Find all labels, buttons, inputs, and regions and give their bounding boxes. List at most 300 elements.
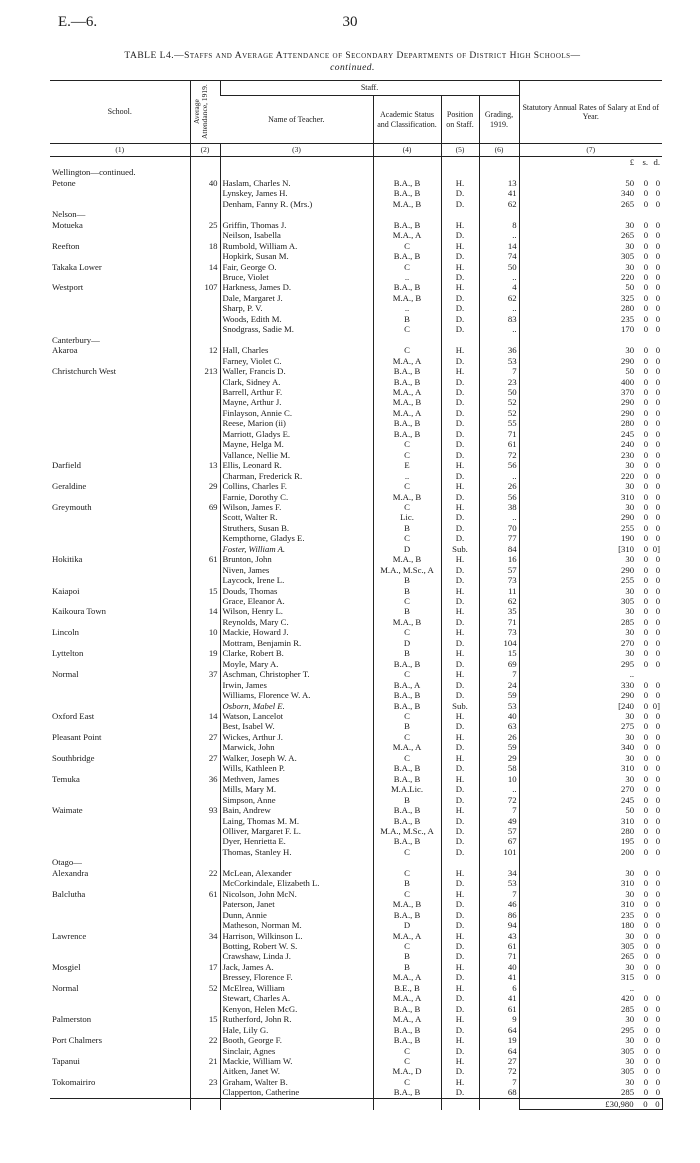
attendance-cell bbox=[190, 847, 220, 857]
teacher-cell: Osborn, Mabel E. bbox=[220, 701, 373, 711]
academic-cell: B bbox=[373, 648, 441, 658]
academic-cell: M.A., A bbox=[373, 1014, 441, 1024]
grading-cell: 53 bbox=[479, 356, 519, 366]
salary-cell: [310 0 0] bbox=[519, 544, 662, 554]
teacher-cell: Dyer, Henrietta E. bbox=[220, 836, 373, 846]
teacher-cell: Brunton, John bbox=[220, 554, 373, 564]
teacher-cell: Rumbold, William A. bbox=[220, 241, 373, 251]
position-cell: H. bbox=[441, 962, 479, 972]
col-header-attendance: Average Attendance, 1919. bbox=[190, 81, 220, 144]
academic-cell: B bbox=[373, 721, 441, 731]
grading-cell: 23 bbox=[479, 377, 519, 387]
salary-cell: 340 0 0 bbox=[519, 742, 662, 752]
teacher-cell: Reynolds, Mary C. bbox=[220, 617, 373, 627]
school-cell bbox=[50, 272, 190, 282]
position-cell: D. bbox=[441, 617, 479, 627]
academic-cell: C bbox=[373, 481, 441, 491]
position-cell: D. bbox=[441, 784, 479, 794]
grading-cell: 62 bbox=[479, 199, 519, 209]
teacher-cell: Hale, Lily G. bbox=[220, 1025, 373, 1035]
teacher-cell: Vallance, Nellie M. bbox=[220, 450, 373, 460]
teacher-cell: Hall, Charles bbox=[220, 345, 373, 355]
school-cell: Geraldine bbox=[52, 481, 87, 492]
attendance-cell bbox=[190, 701, 220, 711]
grading-cell: 57 bbox=[479, 565, 519, 575]
grading-cell: 8 bbox=[479, 220, 519, 230]
school-cell: Lincoln bbox=[52, 627, 80, 638]
grading-cell: 84 bbox=[479, 544, 519, 554]
teacher-cell: Wilson, Henry L. bbox=[220, 606, 373, 616]
teacher-cell: Farney, Violet C. bbox=[220, 356, 373, 366]
grading-cell: 40 bbox=[479, 962, 519, 972]
grading-cell bbox=[479, 209, 519, 219]
teacher-cell: Denham, Fanny R. (Mrs.) bbox=[220, 199, 373, 209]
school-cell bbox=[50, 251, 190, 261]
academic-cell: M.A., A bbox=[373, 742, 441, 752]
attendance-cell bbox=[190, 993, 220, 1003]
table-row bbox=[50, 188, 662, 198]
salary-cell: 30 0 0 bbox=[519, 345, 662, 355]
teacher-cell: Mills, Mary M. bbox=[220, 784, 373, 794]
grading-cell: 104 bbox=[479, 638, 519, 648]
position-cell: H. bbox=[441, 345, 479, 355]
table-row bbox=[50, 366, 662, 376]
academic-cell: M.A.Lic. bbox=[373, 784, 441, 794]
school-cell bbox=[50, 303, 190, 313]
salary-cell: 30 0 0 bbox=[519, 481, 662, 491]
table-row bbox=[50, 606, 662, 616]
grading-cell: .. bbox=[479, 784, 519, 794]
grading-cell: 83 bbox=[479, 314, 519, 324]
teacher-cell: Griffin, Thomas J. bbox=[220, 220, 373, 230]
attendance-cell: 13 bbox=[190, 460, 220, 470]
academic-cell bbox=[373, 209, 441, 219]
teacher-cell: Douds, Thomas bbox=[220, 586, 373, 596]
teacher-cell: Kenyon, Helen McG. bbox=[220, 1004, 373, 1014]
school-cell bbox=[50, 784, 190, 794]
salary-cell: 310 0 0 bbox=[519, 878, 662, 888]
academic-cell: B.A., B bbox=[373, 701, 441, 711]
school-cell bbox=[50, 387, 190, 397]
academic-cell: M.A., A bbox=[373, 387, 441, 397]
attendance-cell: 34 bbox=[190, 931, 220, 941]
table-row bbox=[50, 805, 662, 815]
grading-cell: 69 bbox=[479, 659, 519, 669]
grading-cell: 53 bbox=[479, 701, 519, 711]
teacher-cell: Harrison, Wilkinson L. bbox=[220, 931, 373, 941]
school-cell bbox=[50, 617, 190, 627]
salary-cell: 30 0 0 bbox=[519, 586, 662, 596]
teacher-cell: Kempthorne, Gladys E. bbox=[220, 533, 373, 543]
attendance-cell bbox=[190, 617, 220, 627]
grading-cell: .. bbox=[479, 303, 519, 313]
teacher-cell: Watson, Lancelot bbox=[220, 711, 373, 721]
position-cell: H. bbox=[441, 627, 479, 637]
attendance-cell bbox=[190, 878, 220, 888]
school-cell bbox=[50, 324, 190, 334]
position-cell: H. bbox=[441, 460, 479, 470]
attendance-cell bbox=[190, 408, 220, 418]
table-row bbox=[50, 648, 662, 658]
position-cell: D. bbox=[441, 816, 479, 826]
grading-cell: 68 bbox=[479, 1087, 519, 1098]
position-cell: H. bbox=[441, 481, 479, 491]
salary-cell: 195 0 0 bbox=[519, 836, 662, 846]
position-cell: D. bbox=[441, 397, 479, 407]
salary-cell: 235 0 0 bbox=[519, 314, 662, 324]
school-cell: Greymouth bbox=[52, 501, 92, 512]
table-row bbox=[50, 586, 662, 596]
table-row bbox=[50, 596, 662, 606]
col-header-salary: Statutory Annual Rates of Salary at End of Year. bbox=[519, 81, 662, 144]
attendance-cell bbox=[190, 742, 220, 752]
teacher-cell: Rutherford, John R. bbox=[220, 1014, 373, 1024]
table-row bbox=[50, 178, 662, 188]
teacher-cell: Charman, Frederick R. bbox=[220, 471, 373, 481]
grading-cell: 59 bbox=[479, 742, 519, 752]
salary-cell: 30 0 0 bbox=[519, 889, 662, 899]
teacher-cell: Olliver, Margaret F. L. bbox=[220, 826, 373, 836]
salary-cell: .. bbox=[519, 983, 662, 993]
position-cell: D. bbox=[441, 512, 479, 522]
salary-cell: 265 0 0 bbox=[519, 951, 662, 961]
grading-cell: 67 bbox=[479, 836, 519, 846]
attendance-cell bbox=[190, 596, 220, 606]
grading-cell: 94 bbox=[479, 920, 519, 930]
teacher-cell: Booth, George F. bbox=[220, 1035, 373, 1045]
grading-cell: 34 bbox=[479, 868, 519, 878]
teacher-cell: Sharp, P. V. bbox=[220, 303, 373, 313]
grading-cell: 53 bbox=[479, 878, 519, 888]
academic-cell: C bbox=[373, 345, 441, 355]
table-row bbox=[50, 931, 662, 941]
attendance-cell: 27 bbox=[190, 732, 220, 742]
grading-cell: 24 bbox=[479, 680, 519, 690]
grading-cell: 7 bbox=[479, 805, 519, 815]
school-cell bbox=[50, 1004, 190, 1014]
grading-cell: 62 bbox=[479, 596, 519, 606]
attendance-cell bbox=[190, 910, 220, 920]
salary-cell: 30 0 0 bbox=[519, 554, 662, 564]
salary-cell: 310 0 0 bbox=[519, 492, 662, 502]
grading-cell: 38 bbox=[479, 502, 519, 512]
grading-cell: 52 bbox=[479, 397, 519, 407]
table-row bbox=[50, 983, 662, 993]
salary-cell: 290 0 0 bbox=[519, 512, 662, 522]
position-cell: D. bbox=[441, 293, 479, 303]
salary-cell: 30 0 0 bbox=[519, 774, 662, 784]
school-cell bbox=[50, 544, 190, 554]
salary-cell: 280 0 0 bbox=[519, 303, 662, 313]
teacher-cell: Collins, Charles F. bbox=[220, 481, 373, 491]
table-row bbox=[50, 993, 662, 1003]
school-cell: Westport bbox=[52, 282, 84, 293]
academic-cell: C bbox=[373, 669, 441, 679]
salary-cell: 305 0 0 bbox=[519, 596, 662, 606]
salary-cell: 280 0 0 bbox=[519, 418, 662, 428]
teacher-cell bbox=[220, 857, 373, 867]
position-cell: H. bbox=[441, 931, 479, 941]
salary-cell: 230 0 0 bbox=[519, 450, 662, 460]
attendance-cell bbox=[190, 418, 220, 428]
salary-cell: 190 0 0 bbox=[519, 533, 662, 543]
teacher-cell: Mackie, Howard J. bbox=[220, 627, 373, 637]
salary-cell: 295 0 0 bbox=[519, 1025, 662, 1035]
grading-cell: 57 bbox=[479, 826, 519, 836]
school-cell: Mosgiel bbox=[52, 961, 81, 972]
table-row bbox=[50, 377, 662, 387]
school-cell: Canterbury— bbox=[52, 334, 100, 345]
school-cell bbox=[50, 701, 190, 711]
position-cell: D. bbox=[441, 878, 479, 888]
school-cell: Tokomairiro bbox=[52, 1076, 96, 1087]
position-cell: H. bbox=[441, 983, 479, 993]
grading-cell: 50 bbox=[479, 387, 519, 397]
salary-cell: 50 0 0 bbox=[519, 282, 662, 292]
academic-cell: B bbox=[373, 606, 441, 616]
position-cell: H. bbox=[441, 1077, 479, 1087]
position-cell: D. bbox=[441, 836, 479, 846]
academic-cell: C bbox=[373, 439, 441, 449]
attendance-cell bbox=[190, 167, 220, 177]
school-cell bbox=[50, 565, 190, 575]
academic-cell: C bbox=[373, 847, 441, 857]
attendance-cell: 23 bbox=[190, 1077, 220, 1087]
salary-cell: 420 0 0 bbox=[519, 993, 662, 1003]
teacher-cell: Niven, James bbox=[220, 565, 373, 575]
academic-cell: B bbox=[373, 314, 441, 324]
total-salary: £30,980 0 0 bbox=[519, 1098, 662, 1109]
school-cell bbox=[50, 439, 190, 449]
attendance-cell: 21 bbox=[190, 1056, 220, 1066]
attendance-cell bbox=[190, 471, 220, 481]
academic-cell bbox=[373, 335, 441, 345]
attendance-cell bbox=[190, 565, 220, 575]
academic-cell: C bbox=[373, 1046, 441, 1056]
grading-cell: 46 bbox=[479, 899, 519, 909]
col-header-staff: Staff. bbox=[220, 81, 519, 96]
attendance-cell bbox=[190, 209, 220, 219]
school-cell: Alexandra bbox=[52, 867, 89, 878]
table-row bbox=[50, 701, 662, 711]
position-cell: D. bbox=[441, 230, 479, 240]
salary-cell bbox=[519, 209, 662, 219]
col-header-grading: Grading, 1919. bbox=[479, 96, 519, 144]
position-cell: D. bbox=[441, 188, 479, 198]
school-cell: Wellington—continued. bbox=[52, 167, 136, 178]
teacher-cell: Wills, Kathleen P. bbox=[220, 763, 373, 773]
school-cell bbox=[50, 533, 190, 543]
academic-cell: B.A., B bbox=[373, 910, 441, 920]
teacher-cell: Bressey, Florence F. bbox=[220, 972, 373, 982]
salary-cell: 305 0 0 bbox=[519, 251, 662, 261]
academic-cell: C bbox=[373, 627, 441, 637]
attendance-cell bbox=[190, 784, 220, 794]
academic-cell: B bbox=[373, 878, 441, 888]
teacher-cell: Clapperton, Catherine bbox=[220, 1087, 373, 1098]
grading-cell: 71 bbox=[479, 429, 519, 439]
academic-cell: B.A., B bbox=[373, 1025, 441, 1035]
school-cell: Oxford East bbox=[52, 711, 95, 722]
grading-cell: 71 bbox=[479, 617, 519, 627]
grading-cell: 7 bbox=[479, 366, 519, 376]
academic-cell bbox=[373, 167, 441, 177]
school-cell: Port Chalmers bbox=[52, 1035, 102, 1046]
attendance-cell bbox=[190, 397, 220, 407]
attendance-cell bbox=[190, 836, 220, 846]
academic-cell: B.A., B bbox=[373, 763, 441, 773]
teacher-cell: McElrea, William bbox=[220, 983, 373, 993]
salary-cell: 290 0 0 bbox=[519, 397, 662, 407]
position-cell: D. bbox=[441, 408, 479, 418]
attendance-cell bbox=[190, 230, 220, 240]
attendance-cell: 93 bbox=[190, 805, 220, 815]
position-cell: D. bbox=[441, 565, 479, 575]
salary-cell: 170 0 0 bbox=[519, 324, 662, 334]
academic-cell: Lic. bbox=[373, 512, 441, 522]
table-row bbox=[50, 356, 662, 366]
salary-cell: 285 0 0 bbox=[519, 1087, 662, 1098]
teacher-cell: Fair, George O. bbox=[220, 262, 373, 272]
position-cell: H. bbox=[441, 262, 479, 272]
attendance-cell bbox=[190, 690, 220, 700]
position-cell: D. bbox=[441, 1066, 479, 1076]
salary-cell: 290 0 0 bbox=[519, 565, 662, 575]
school-cell bbox=[50, 816, 190, 826]
position-cell: H. bbox=[441, 648, 479, 658]
table-row bbox=[50, 251, 662, 261]
grading-cell: .. bbox=[479, 512, 519, 522]
position-cell: D. bbox=[441, 1025, 479, 1035]
table-row bbox=[50, 721, 662, 731]
position-cell: D. bbox=[441, 314, 479, 324]
academic-cell: B.A., B bbox=[373, 1035, 441, 1045]
col-header-teacher: Name of Teacher. bbox=[220, 96, 373, 144]
grading-cell: 6 bbox=[479, 983, 519, 993]
attendance-cell: 17 bbox=[190, 962, 220, 972]
academic-cell: C bbox=[373, 262, 441, 272]
salary-cell: 285 0 0 bbox=[519, 1004, 662, 1014]
salary-cell: 30 0 0 bbox=[519, 1035, 662, 1045]
teacher-cell: Stewart, Charles A. bbox=[220, 993, 373, 1003]
grading-cell: 72 bbox=[479, 795, 519, 805]
attendance-cell: 29 bbox=[190, 481, 220, 491]
academic-cell: C bbox=[373, 889, 441, 899]
table-row bbox=[50, 920, 662, 930]
position-cell: D. bbox=[441, 972, 479, 982]
position-cell: D. bbox=[441, 721, 479, 731]
position-cell: D. bbox=[441, 951, 479, 961]
academic-cell: C bbox=[373, 1077, 441, 1087]
teacher-cell: Clark, Sidney A. bbox=[220, 377, 373, 387]
attendance-cell bbox=[190, 972, 220, 982]
position-cell: D. bbox=[441, 596, 479, 606]
teacher-cell: Wilson, James F. bbox=[220, 502, 373, 512]
position-cell: D. bbox=[441, 993, 479, 1003]
attendance-cell: 107 bbox=[190, 282, 220, 292]
table-row bbox=[50, 826, 662, 836]
attendance-cell bbox=[190, 763, 220, 773]
attendance-cell bbox=[190, 1025, 220, 1035]
teacher-cell: Dale, Margaret J. bbox=[220, 293, 373, 303]
table-row bbox=[50, 732, 662, 742]
school-cell bbox=[50, 356, 190, 366]
col-number: (2) bbox=[190, 144, 220, 157]
attendance-cell bbox=[190, 324, 220, 334]
position-cell: H. bbox=[441, 669, 479, 679]
salary-cell: 30 0 0 bbox=[519, 1056, 662, 1066]
salary-cell: 30 0 0 bbox=[519, 1077, 662, 1087]
attendance-cell bbox=[190, 199, 220, 209]
table-row bbox=[50, 951, 662, 961]
school-cell bbox=[50, 951, 190, 961]
teacher-cell: Simpson, Anne bbox=[220, 795, 373, 805]
table-row bbox=[50, 471, 662, 481]
table-row bbox=[50, 241, 662, 251]
table-row bbox=[50, 889, 662, 899]
school-cell bbox=[50, 408, 190, 418]
academic-cell: B.A., B bbox=[373, 188, 441, 198]
school-cell bbox=[50, 575, 190, 585]
salary-cell: 340 0 0 bbox=[519, 188, 662, 198]
salary-cell: 280 0 0 bbox=[519, 826, 662, 836]
academic-cell: B bbox=[373, 795, 441, 805]
grading-cell: 36 bbox=[479, 345, 519, 355]
table-row bbox=[50, 1035, 662, 1045]
table-row bbox=[50, 230, 662, 240]
salary-cell: 245 0 0 bbox=[519, 429, 662, 439]
academic-cell: C bbox=[373, 241, 441, 251]
table-row bbox=[50, 262, 662, 272]
grading-cell: 71 bbox=[479, 951, 519, 961]
teacher-cell: Mayne, Arthur J. bbox=[220, 397, 373, 407]
academic-cell: C bbox=[373, 711, 441, 721]
position-cell: D. bbox=[441, 439, 479, 449]
school-cell bbox=[50, 1046, 190, 1056]
table-row bbox=[50, 910, 662, 920]
salary-cell bbox=[519, 167, 662, 177]
school-cell bbox=[50, 847, 190, 857]
school-cell: Nelson— bbox=[52, 209, 86, 220]
attendance-cell bbox=[190, 951, 220, 961]
grading-cell: .. bbox=[479, 230, 519, 240]
salary-cell: 310 0 0 bbox=[519, 816, 662, 826]
academic-cell: C bbox=[373, 596, 441, 606]
attendance-cell bbox=[190, 680, 220, 690]
salary-cell: 275 0 0 bbox=[519, 721, 662, 731]
academic-cell: C bbox=[373, 1056, 441, 1066]
school-cell: Hokitika bbox=[52, 554, 83, 565]
salary-cell: 310 0 0 bbox=[519, 763, 662, 773]
attendance-cell bbox=[190, 1087, 220, 1098]
attendance-cell bbox=[190, 575, 220, 585]
school-cell: Balclutha bbox=[52, 888, 86, 899]
position-cell: D. bbox=[441, 575, 479, 585]
table-row bbox=[50, 450, 662, 460]
academic-cell: M.A., D bbox=[373, 1066, 441, 1076]
salary-cell: 325 0 0 bbox=[519, 293, 662, 303]
position-cell: D. bbox=[441, 826, 479, 836]
position-cell: H. bbox=[441, 732, 479, 742]
salary-cell: 370 0 0 bbox=[519, 387, 662, 397]
grading-cell: 41 bbox=[479, 188, 519, 198]
table-row bbox=[50, 1056, 662, 1066]
table-row bbox=[50, 638, 662, 648]
grading-cell: 72 bbox=[479, 450, 519, 460]
school-cell bbox=[50, 826, 190, 836]
table-row bbox=[50, 512, 662, 522]
position-cell: D. bbox=[441, 941, 479, 951]
